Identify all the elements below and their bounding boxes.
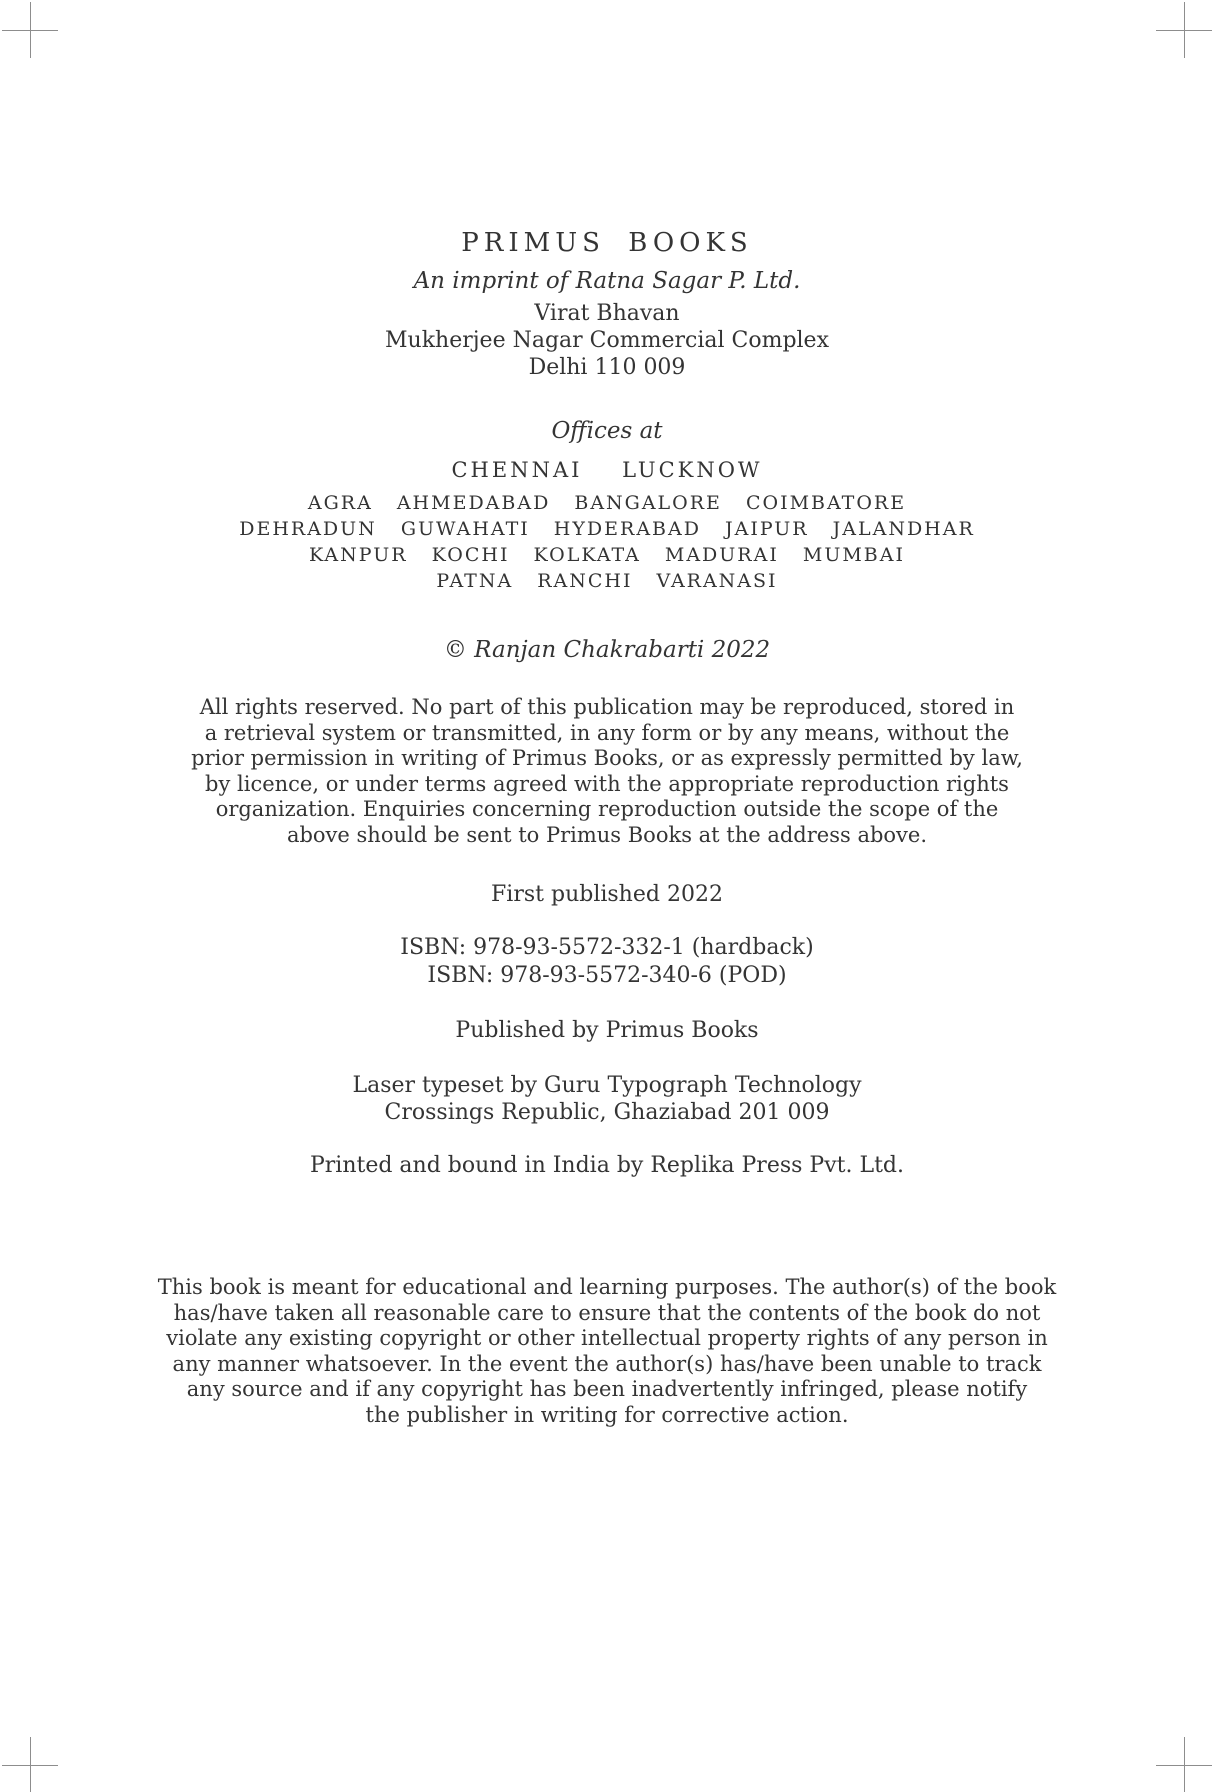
disclaimer-paragraph <box>0 1275 1214 1428</box>
copyright-notice: © Ranjan Chakrabarti 2022 <box>443 637 771 663</box>
disclaimer-line: any source and if any copyright has been inadvertently infringed, please notify <box>186 1377 1028 1401</box>
rights-line: a retrieval system or transmitted, in any form or by any means, without the <box>204 720 1010 745</box>
imprint-statement: An imprint of Ratna Sagar P. Ltd. <box>413 268 801 294</box>
printer-line: Printed and bound in India by Replika Press Pvt. Ltd. <box>309 1153 905 1178</box>
office-city-row: KANPUR KOCHI KOLKATA MADURAI MUMBAI <box>309 544 905 566</box>
rights-paragraph <box>0 695 1214 848</box>
disclaimer-line: any manner whatsoever. In the event the author(s) has/have been unable to track <box>172 1351 1042 1376</box>
office-city-list <box>0 490 1214 594</box>
disclaimer-line: the publisher in writing for corrective action. <box>365 1402 849 1427</box>
rights-line: prior permission in writing of Primus Books, or as expressly permitted by law, <box>191 746 1023 770</box>
address-line: Delhi 110 009 <box>528 355 686 380</box>
address-line: Mukherjee Nagar Commercial Complex <box>385 328 829 353</box>
main-office-cities: CHENNAI LUCKNOW <box>451 458 763 482</box>
office-city-row: AGRA AHMEDABAD BANGALORE COIMBATORE <box>307 492 907 514</box>
isbn-pod: ISBN: 978-93-5572-340-6 (POD) <box>427 963 787 988</box>
offices-heading: Offices at <box>551 418 663 444</box>
crop-mark-bottom-left <box>2 1737 58 1792</box>
office-city-row: PATNA RANCHI VARANASI <box>436 570 778 592</box>
crop-mark-bottom-right <box>1156 1737 1212 1792</box>
typeset-line: Laser typeset by Guru Typograph Technology <box>352 1073 862 1098</box>
disclaimer-line: This book is meant for educational and learning purposes. The author(s) of the book <box>157 1275 1057 1299</box>
disclaimer-line: has/have taken all reasonable care to ensure that the contents of the book do not <box>173 1300 1041 1325</box>
rights-line: above should be sent to Primus Books at the address above. <box>286 822 928 847</box>
isbn-hardback: ISBN: 978-93-5572-332-1 (hardback) <box>400 935 814 960</box>
rights-line: All rights reserved. No part of this publication may be reproduced, stored in <box>199 695 1015 719</box>
published-by-line: Published by Primus Books <box>455 1018 759 1043</box>
typeset-block <box>0 1072 1214 1126</box>
disclaimer-line: violate any existing copyright or other intellectual property rights of any person in <box>166 1326 1048 1350</box>
address-line: Virat Bhavan <box>534 301 680 326</box>
publisher-address <box>0 300 1214 381</box>
office-city-row: DEHRADUN GUWAHATI HYDERABAD JAIPUR JALANDHAR <box>239 518 975 540</box>
typeset-line: Crossings Republic, Ghaziabad 201 009 <box>384 1100 830 1125</box>
rights-line: organization. Enquiries concerning reproduction outside the scope of the <box>215 797 999 821</box>
first-published-line: First published 2022 <box>491 882 723 907</box>
isbn-block <box>0 934 1214 990</box>
publisher-name: PRIMUS BOOKS <box>461 228 753 258</box>
rights-line: by licence, or under terms agreed with the appropriate reproduction rights <box>205 771 1009 796</box>
